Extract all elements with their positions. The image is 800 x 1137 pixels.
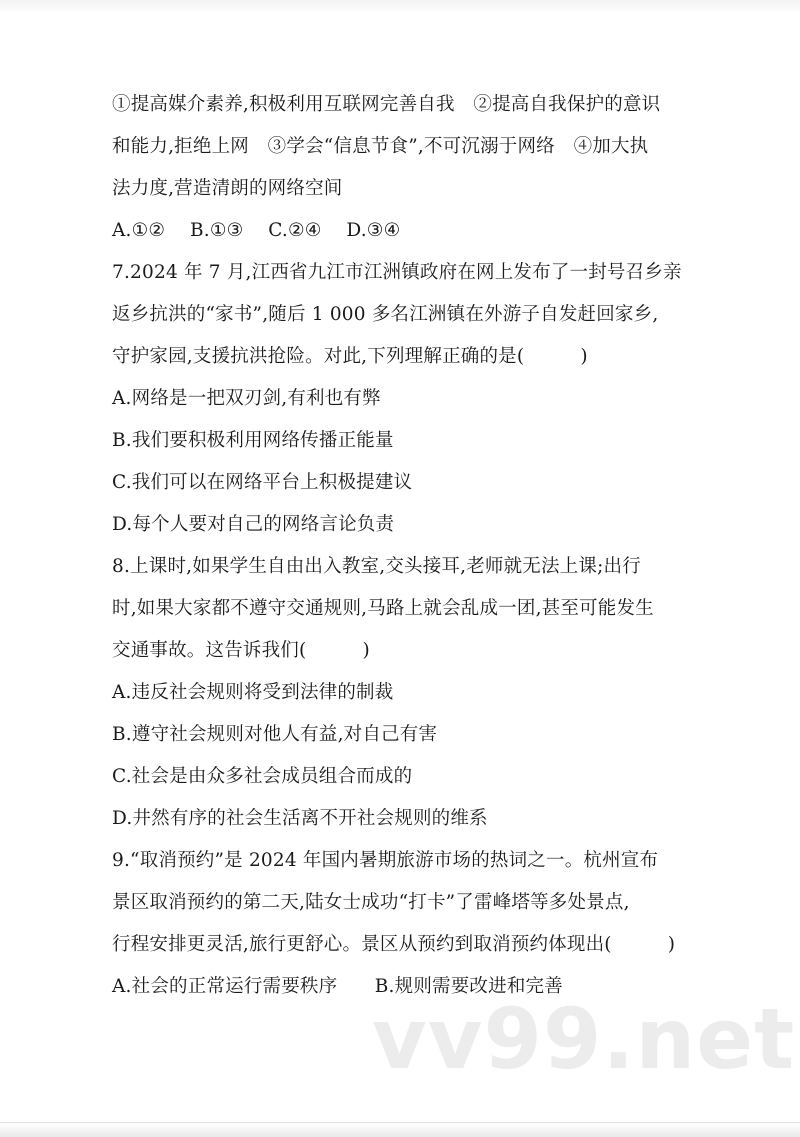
watermark: vv99.net [372,990,796,1088]
top-edge [0,0,800,14]
question-9-stem: 景区取消预约的第二天,陆女士成功“打卡”了雷峰塔等多处景点, [112,892,630,913]
question-8-option-c: C.社会是由众多社会成员组合而成的 [112,766,413,787]
question-9-stem: 9.“取消预约”是 2024 年国内暑期旅游市场的热词之一。杭州宣布 [112,850,659,871]
answer-choices-q6: A.①② B.①③ C.②④ D.③④ [112,220,401,241]
question-8-option-b: B.遵守社会规则对他人有益,对自己有害 [112,724,438,745]
question-8-stem: 交通事故。这告诉我们( ) [112,640,370,661]
question-7-option-b: B.我们要积极利用网络传播正能量 [112,430,394,451]
question-9-stem: 行程安排更灵活,旅行更舒心。景区从预约到取消预约体现出( ) [112,934,676,955]
question-7-option-d: D.每个人要对自己的网络言论负责 [112,514,395,535]
option-list-line: 和能力,拒绝上网 ③学会“信息节食”,不可沉溺于网络 ④加大执 [112,136,649,157]
option-list-line: 法力度,营造清朗的网络空间 [112,178,343,199]
question-7-option-c: C.我们可以在网络平台上积极提建议 [112,472,413,493]
question-text [112,84,692,1008]
question-8-stem: 8.上课时,如果学生自由出入教室,交头接耳,老师就无法上课;出行 [112,556,641,577]
question-8-option-a: A.违反社会规则将受到法律的制裁 [112,682,394,703]
question-9-options-ab: A.社会的正常运行需要秩序 B.规则需要改进和完善 [112,976,563,997]
question-7-stem: 返乡抗洪的“家书”,随后 1 000 多名江洲镇在外游子自发赶回家乡, [112,304,659,325]
question-8-stem: 时,如果大家都不遵守交通规则,马路上就会乱成一团,甚至可能发生 [112,598,654,619]
option-list-line: ①提高媒介素养,积极利用互联网完善自我 ②提高自我保护的意识 [112,94,661,115]
question-7-option-a: A.网络是一把双刃剑,有利也有弊 [112,388,381,409]
question-7-stem: 守护家园,支援抗洪抢险。对此,下列理解正确的是( ) [112,346,588,367]
bottom-edge [0,1122,800,1137]
question-7-stem: 7.2024 年 7 月,江西省九江市江洲镇政府在网上发布了一封号召乡亲 [112,262,682,283]
question-8-option-d: D.井然有序的社会生活离不开社会规则的维系 [112,808,488,829]
